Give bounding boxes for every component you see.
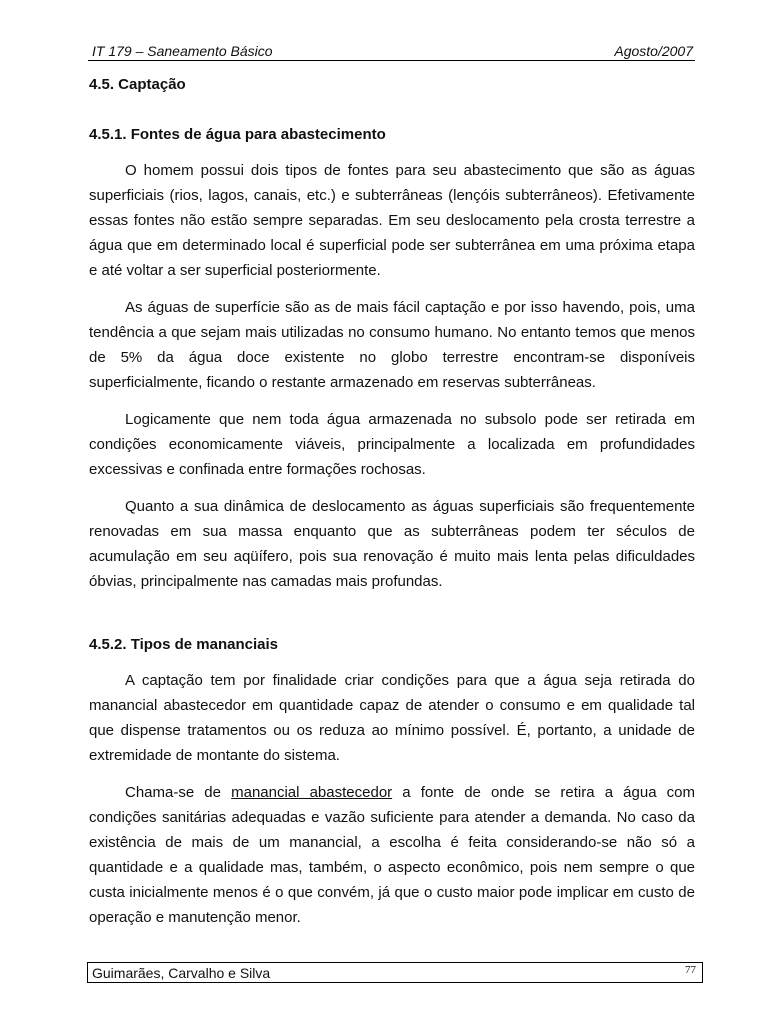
subsection-title-mananciais: 4.5.2. Tipos de mananciais — [89, 636, 278, 653]
page-body — [89, 72, 695, 930]
text-run: Chama-se de — [125, 784, 232, 801]
section-title: 4.5. Captação — [89, 76, 186, 93]
paragraph: Logicamente que nem toda água armazenada no subsolo pode ser retirada em condições economicamente viáveis, principalmente a localizada em profundidades excessivas e confinada entre formações rochosas. — [89, 411, 695, 478]
paragraph: Quanto a sua dinâmica de deslocamento as águas superficiais são frequentemente renovadas em sua massa enquanto que as subterrâneas podem ter séculos de acumulação em seu aqüífero, pois sua renovação é muito mais lenta pelas dificuldades óbvias, principalmente nas camadas mais profundas. — [89, 498, 695, 590]
paragraph: O homem possui dois tipos de fontes para seu abastecimento que são as águas superficiais (rios, lagos, canais, etc.) e subterrâneas (lençóis subterrâneos). Efetivamente essas fontes não estão sempre separadas. Em seu deslocamento pela crosta terrestre a água que em determinado local é superficial pode ser subterrânea em uma próxima etapa e até voltar a ser superficial posteriormente. — [89, 162, 695, 279]
header-date: Agosto/2007 — [614, 43, 693, 59]
subsection-title-fontes: 4.5.1. Fontes de água para abastecimento — [89, 126, 386, 143]
paragraph-manancial — [89, 780, 695, 930]
page-number: 77 — [685, 964, 696, 976]
footer-authors: Guimarães, Carvalho e Silva — [92, 965, 271, 981]
paragraph: As águas de superfície são as de mais fácil captação e por isso havendo, pois, uma tendência a que sejam mais utilizadas no consumo humano. No entanto temos que menos de 5% da água doce existente no globo terrestre encontram-se disponíveis superficialmente, ficando o restante armazenado em reservas subterrâneas. — [89, 299, 695, 391]
page-footer — [87, 962, 703, 983]
course-title: IT 179 – Saneamento Básico — [92, 43, 273, 59]
text-run: a fonte de onde se retira a água com condições sanitárias adequadas e vazão suficiente para atender a demanda. No caso da existência de mais de um manancial, a escolha é feita considerando-se não só a quantidade e a qualidade mas, também, o aspecto econômico, pois nem sempre o que custa inicialmente menos é o que convém, já que o custo maior pode implicar em custo de operação e manutenção menor. — [89, 784, 695, 926]
page-header — [88, 42, 695, 61]
paragraph: A captação tem por finalidade criar condições para que a água seja retirada do manancial abastecedor em quantidade capaz de atender o consumo e em qualidade tal que dispense tratamentos ou os reduza ao mínimo possível. É, portanto, a unidade de extremidade de montante do sistema. — [89, 672, 695, 764]
underlined-term: manancial abastecedor — [231, 784, 393, 801]
